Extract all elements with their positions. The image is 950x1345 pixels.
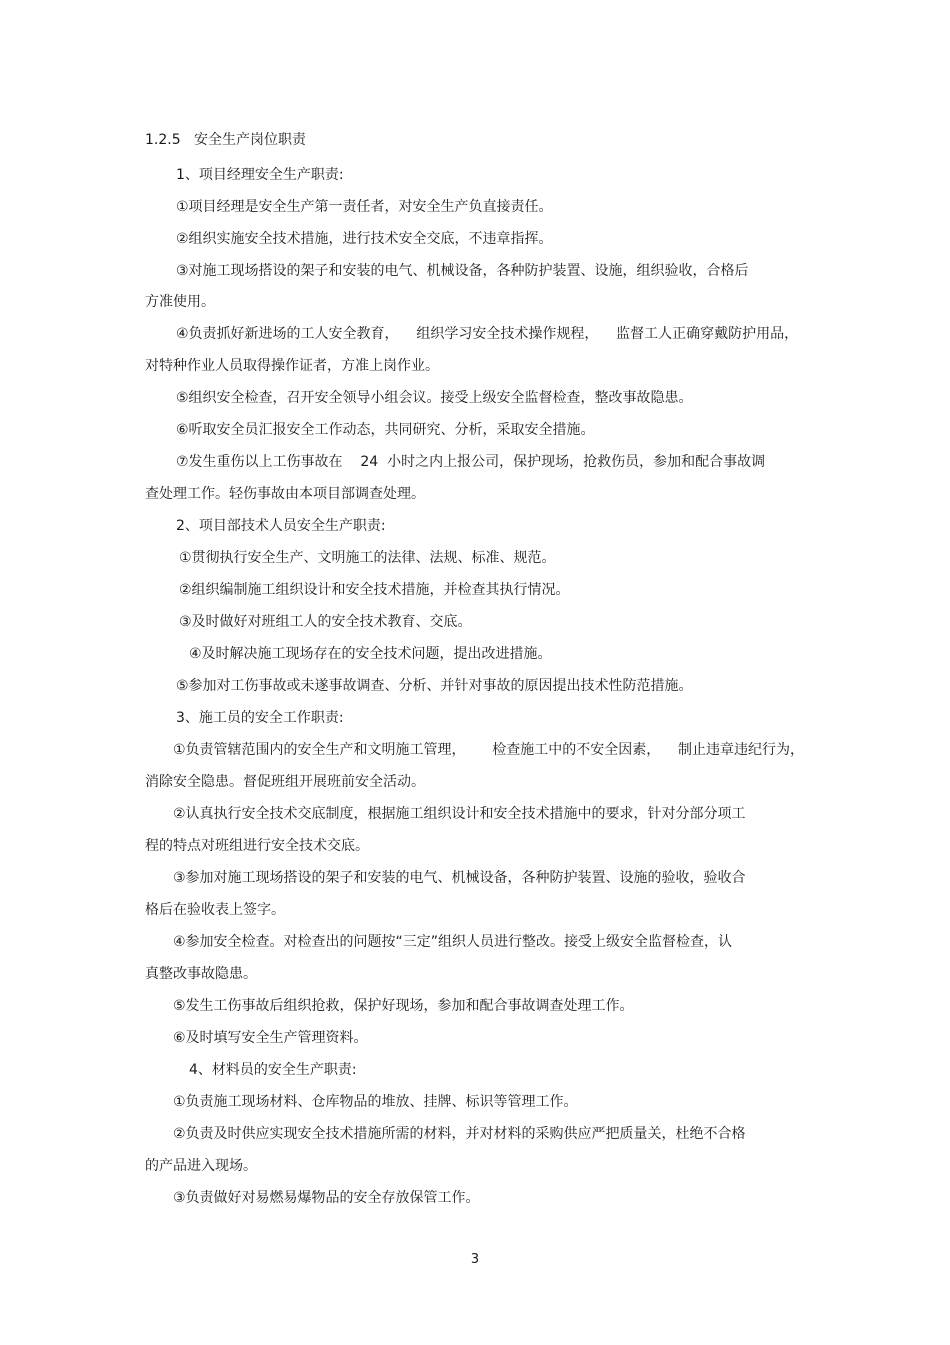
block-3-item-1: ①负责管辖范围内的安全生产和文明施工管理， 检查施工中的不安全因素， 制止违章违纪行为， (173, 742, 805, 758)
block-4-item-2-cont: 的产品进入现场。 (145, 1158, 257, 1174)
block-3-item-1-cont: 消除安全隐患。督促班组开展班前安全活动。 (145, 774, 425, 790)
block-1-item-7-cont: 查处理工作。轻伤事故由本项目部调查处理。 (145, 486, 425, 502)
block-2-item-4: ④及时解决施工现场存在的安全技术问题，提出改进措施。 (189, 646, 552, 662)
block-1-item-3: ③对施工现场搭设的架子和安装的电气、机械设备，各种防护装置、设施，组织验收，合格后 (176, 263, 749, 279)
block-1-item-4-cont: 对特种作业人员取得操作证者，方准上岗作业。 (145, 358, 439, 374)
block-2-item-2: ②组织编制施工组织设计和安全技术措施，并检查其执行情况。 (179, 582, 570, 598)
block-4-item-2: ②负责及时供应实现安全技术措施所需的材料，并对材料的采购供应严把质量关，杜绝不合格 (173, 1126, 746, 1142)
block-3-item-4-cont: 真整改事故隐患。 (145, 966, 257, 982)
block-3-item-4: ④参加安全检查。对检查出的问题按“三定”组织人员进行整改。接受上级安全监督检查，认 (173, 934, 733, 950)
block-1-item-3-cont: 方准使用。 (145, 294, 215, 310)
block-3-item-6: ⑥及时填写安全生产管理资料。 (173, 1030, 368, 1046)
block-1-item-4: ④负责抓好新进场的工人安全教育， 组织学习安全技术操作规程， 监督工人正确穿戴防护用品， (176, 326, 799, 342)
block-3-item-2: ②认真执行安全技术交底制度，根据施工组织设计和安全技术措施中的要求，针对分部分项工 (173, 806, 746, 822)
section-number: 1.2.5 (145, 132, 181, 148)
block-4-item-3: ③负责做好对易燃易爆物品的安全存放保管工作。 (173, 1190, 480, 1206)
section-heading (145, 131, 306, 149)
section-title: 安全生产岗位职责 (193, 132, 306, 148)
block-4-item-1: ①负责施工现场材料、仓库物品的堆放、挂牌、标识等管理工作。 (173, 1094, 578, 1110)
block-2-item-5: ⑤参加对工伤事故或未遂事故调查、分析、并针对事故的原因提出技术性防范措施。 (176, 678, 693, 694)
block-3-item-5: ⑤发生工伤事故后组织抢救，保护好现场，参加和配合事故调查处理工作。 (173, 998, 634, 1014)
block-1-heading: 1、项目经理安全生产职责: (176, 167, 344, 183)
block-1-item-2: ②组织实施安全技术措施，进行技术安全交底，不违章指挥。 (176, 231, 553, 247)
block-3-heading: 3、施工员的安全工作职责: (176, 710, 344, 726)
block-2-item-1: ①贯彻执行安全生产、文明施工的法律、法规、标准、规范。 (179, 550, 556, 566)
block-1-item-7: ⑦发生重伤以上工伤事故在 24 小时之内上报公司，保护现场，抢救伤员，参加和配合事故调 (176, 454, 766, 470)
block-3-item-3-cont: 格后在验收表上签字。 (145, 902, 285, 918)
block-2-item-3: ③及时做好对班组工人的安全技术教育、交底。 (179, 614, 472, 630)
block-4-heading: 4、材料员的安全生产职责: (189, 1062, 357, 1078)
page-number: 3 (470, 1252, 480, 1267)
block-3-item-2-cont: 程的特点对班组进行安全技术交底。 (145, 838, 369, 854)
block-1-item-1: ①项目经理是安全生产第一责任者，对安全生产负直接责任。 (176, 199, 553, 215)
block-1-item-5: ⑤组织安全检查，召开安全领导小组会议。接受上级安全监督检查，整改事故隐患。 (176, 390, 693, 406)
block-2-heading: 2、项目部技术人员安全生产职责: (176, 518, 386, 534)
block-3-item-3: ③参加对施工现场搭设的架子和安装的电气、机械设备，各种防护装置、设施的验收，验收合 (173, 870, 746, 886)
block-1-item-6: ⑥听取安全员汇报安全工作动态，共同研究、分析，采取安全措施。 (176, 422, 595, 438)
